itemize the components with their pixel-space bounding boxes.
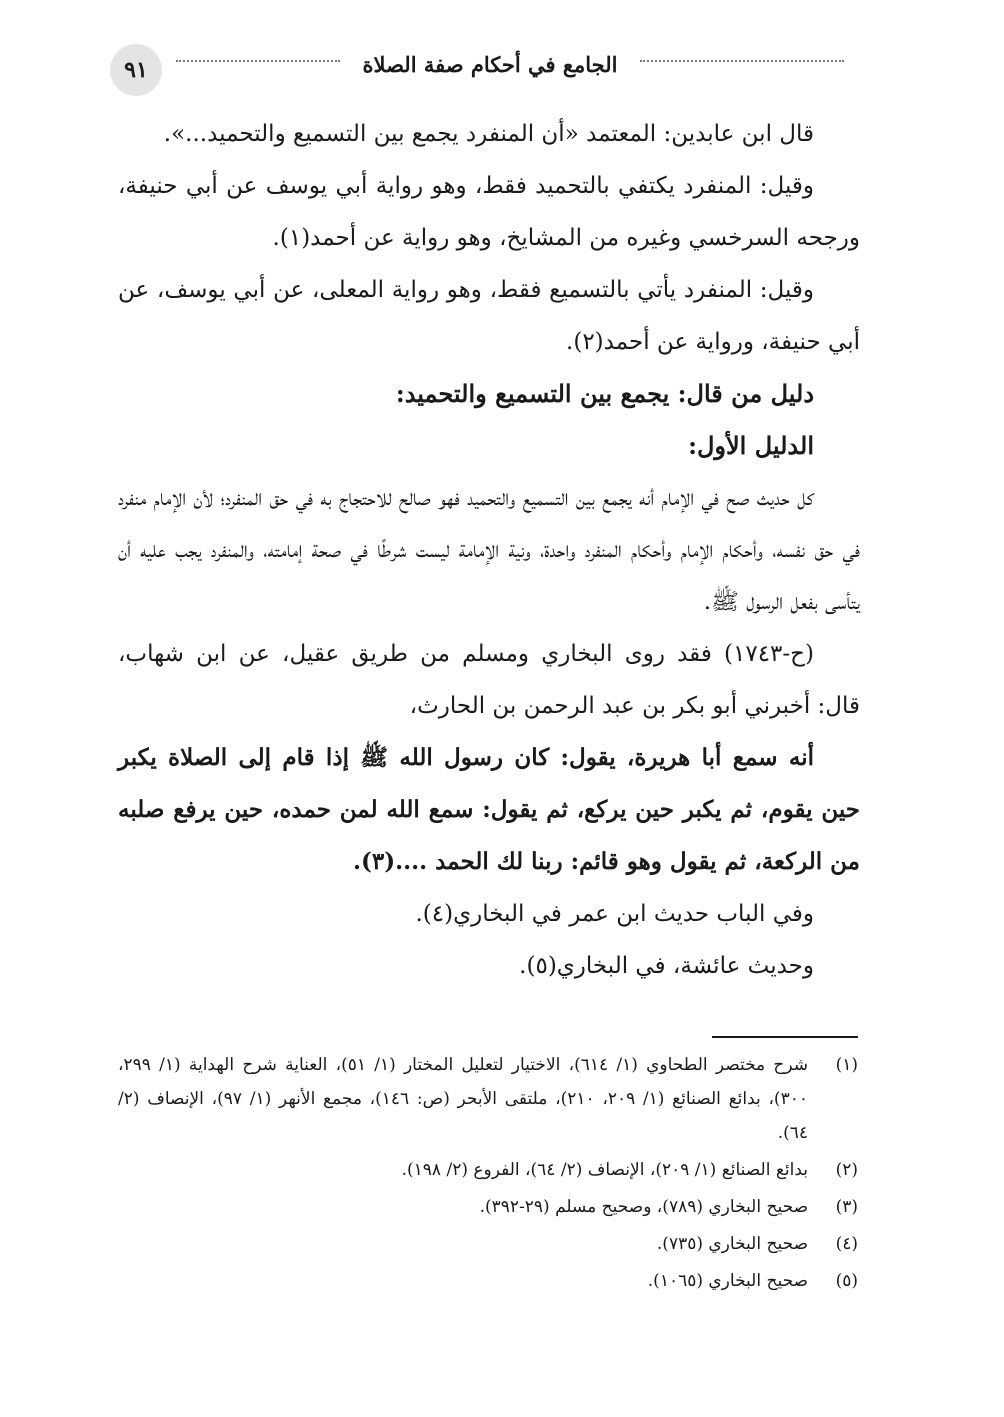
footnote-text: صحيح البخاري (٧٣٥). — [656, 1234, 808, 1254]
paragraph-hadith-chain: (ح-١٧٤٣) فقد روى البخاري ومسلم من طريق عقيل، عن ابن شهاب، قال: أخبرني أبو بكر بن عبد الرحمن بن الحارث، — [118, 641, 860, 719]
header-dotted-rule-right — [640, 60, 844, 62]
main-text — [118, 108, 860, 992]
footnote-2 — [118, 1153, 858, 1187]
paragraph-evidence: كل حديث صح في الإمام أنه يجمع بين التسميع والتحميد فهو صالح للاحتجاج به في حق المنفرد؛ لأن الإمام منفرد في حق نفسه، وأحكام الإمام وأحكام المنفرد واحدة، ونية الإمامة ليست شرطًا في صحة إمامته، والمنفرد يجب عليه أن يتأسى بفعل الرسول ﷺ. — [118, 485, 860, 615]
footnote-text: بدائع الصنائع (١/ ٢٠٩)، الإنصاف (٢/ ٦٤)، الفروع (٢/ ١٩٨). — [401, 1160, 808, 1180]
paragraph-hadith-text: أنه سمع أبا هريرة، يقول: كان رسول الله ﷺ إذا قام إلى الصلاة يكبر حين يقوم، ثم يكبر حين يركع، ثم يقول: سمع الله لمن حمده، حين يرفع صلبه من الركعة، ثم يقول وهو قائم: ربنا لك الحمد ....(٣). — [118, 744, 860, 875]
paragraph-ibn-umar: وفي الباب حديث ابن عمر في البخاري(٤). — [415, 901, 814, 927]
footnote-text: صحيح البخاري (٧٨٩)، وصحيح مسلم (٢٩-٣٩٢). — [479, 1197, 808, 1217]
footnote-text: صحيح البخاري (١٠٦٥). — [647, 1271, 808, 1291]
paragraph-aisha: وحديث عائشة، في البخاري(٥). — [519, 953, 814, 979]
footnotes — [118, 1048, 858, 1301]
footnote-number: (٥) — [835, 1271, 858, 1291]
footnote-number: (٢) — [835, 1160, 858, 1180]
footnote-number: (٤) — [835, 1234, 858, 1254]
paragraph-ibn-abidin: قال ابن عابدين: المعتمد «أن المنفرد يجمع بين التسميع والتحميد...». — [163, 121, 814, 147]
footnote-number: (١) — [835, 1055, 858, 1075]
header-dotted-rule-left — [176, 60, 340, 62]
paragraph-tasmi-only: وقيل: المنفرد يأتي بالتسميع فقط، وهو رواية المعلى، عن أبي يوسف، عن أبي حنيفة، ورواية عن أحمد(٢). — [118, 277, 860, 355]
section-heading: دليل من قال: يجمع بين التسميع والتحميد: — [395, 379, 814, 408]
footnote-1 — [118, 1048, 858, 1150]
footnote-text: شرح مختصر الطحاوي (١/ ٦١٤)، الاختيار لتعليل المختار (١/ ٥١)، العناية شرح الهداية (١/ ٢٩٩، ٣٠٠)، بدائع الصنائع (١/ ٢٠٩، ٢١٠)، ملتقى الأبحر (ص: ١٤٦)، مجمع الأنهر (١/ ٩٧)، الإنصاف (٢/ ٦٤). — [118, 1055, 808, 1143]
running-title: الجامع في أحكام صفة الصلاة — [362, 52, 618, 77]
paragraph-tahmid-only: وقيل: المنفرد يكتفي بالتحميد فقط، وهو رواية أبي يوسف عن أبي حنيفة، ورجحه السرخسي وغيره من المشايخ، وهو رواية عن أحمد(١). — [118, 173, 860, 251]
footnote-3 — [118, 1190, 858, 1224]
page-number-badge: ٩١ — [110, 44, 162, 96]
footnote-separator — [712, 1036, 858, 1038]
footnote-4 — [118, 1227, 858, 1261]
footnote-number: (٣) — [835, 1197, 858, 1217]
subsection-heading: الدليل الأول: — [688, 431, 814, 460]
footnote-5 — [118, 1264, 858, 1298]
